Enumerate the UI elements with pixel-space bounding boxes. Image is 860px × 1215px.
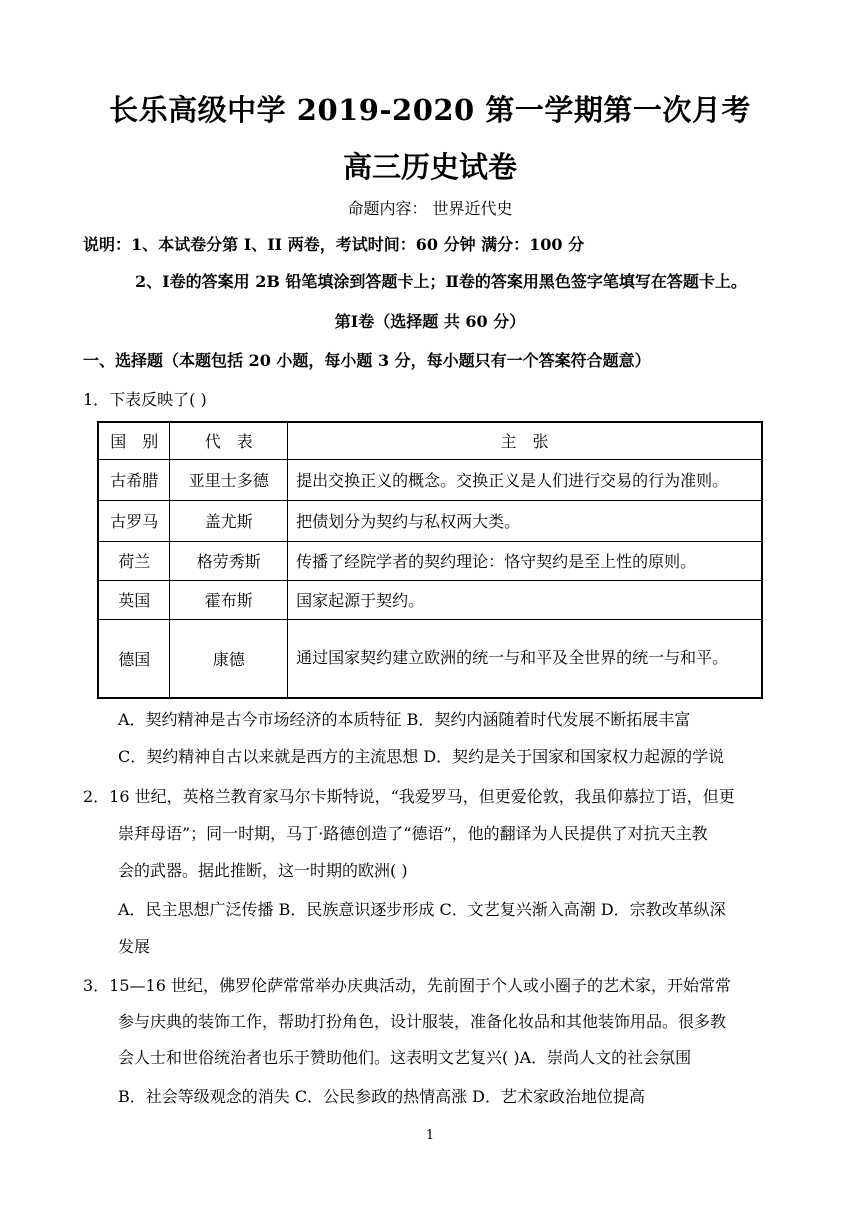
table-cell: 古希腊: [98, 459, 170, 500]
exam-title: 长乐高级中学 2019-2020 第一学期第一次月考: [109, 93, 751, 127]
contract-table: [97, 421, 763, 699]
question-2-options-wrap: 发展: [118, 937, 151, 956]
table-cell: 格劳秀斯: [170, 541, 288, 580]
question-3-line-1: 3．15—16 世纪，佛罗伦萨常常举办庆典活动，先前囿于个人或小圈子的艺术家，开始常常: [83, 976, 731, 995]
question-2-line-2: 崇拜母语”；同一时期，马丁·路德创造了“德语”，他的翻译为人民提供了对抗天主教: [118, 824, 708, 843]
part-title: 一、选择题（本题包括 20 小题，每小题 3 分，每小题只有一个答案符合题意）: [83, 351, 651, 370]
table-cell: 古罗马: [98, 500, 170, 541]
table-row: [98, 580, 762, 619]
table-cell: 亚里士多德: [170, 459, 288, 500]
question-1-options-ab: A．契约精神是古今市场经济的本质特征 B．契约内涵随着时代发展不断拓展丰富: [118, 710, 691, 729]
question-2-line-3: 会的武器。据此推断，这一时期的欧洲( ): [118, 861, 408, 880]
instruction-line-1: 说明：1、本试卷分第 I、II 两卷，考试时间：60 分钟 满分：100 分: [83, 235, 585, 254]
section-title: 第Ⅰ卷（选择题 共 60 分）: [334, 312, 526, 331]
table-cell: 荷兰: [98, 541, 170, 580]
subject-line: 命题内容： 世界近代史: [347, 199, 513, 218]
exam-subtitle: 高三历史试卷: [342, 150, 517, 184]
table-row: [98, 619, 762, 698]
table-cell: 德国: [98, 619, 170, 698]
question-3-line-3: 会人士和世俗统治者也乐于赞助他们。这表明文艺复兴( )A．崇尚人文的社会氛围: [118, 1048, 692, 1067]
table-cell: 传播了经院学者的契约理论：恪守契约是至上性的原则。: [288, 541, 762, 580]
table-header-cell: 国 别: [98, 422, 170, 459]
page-number: 1: [425, 1128, 435, 1143]
table-cell: 提出交换正义的概念。交换正义是人们进行交易的行为准则。: [288, 459, 762, 500]
table-row: [98, 459, 762, 500]
question-2-line-1: 2．16 世纪，英格兰教育家马尔卡斯特说，“我爱罗马，但更爱伦敦，我虽仰慕拉丁语，但更: [83, 787, 735, 806]
table-cell: 英国: [98, 580, 170, 619]
question-2-options: A．民主思想广泛传播 B．民族意识逐步形成 C．文艺复兴渐入高潮 D．宗教改革纵深: [118, 900, 726, 919]
question-3-line-4: B．社会等级观念的消失 C．公民参政的热情高涨 D．艺术家政治地位提高: [118, 1087, 646, 1106]
table-header-cell: 主 张: [288, 422, 762, 459]
question-1-stem: 1．下表反映了( ): [83, 390, 207, 409]
instruction-line-2: 2、Ⅰ卷的答案用 2B 铅笔填涂到答题卡上；Ⅱ卷的答案用黑色签字笔填写在答题卡上。: [135, 272, 747, 291]
table-cell: 盖尤斯: [170, 500, 288, 541]
table-row: [98, 541, 762, 580]
table-header-cell: 代 表: [170, 422, 288, 459]
table-cell: 通过国家契约建立欧洲的统一与和平及全世界的统一与和平。: [288, 619, 762, 698]
table-cell: 康德: [170, 619, 288, 698]
table-cell: 把债划分为契约与私权两大类。: [288, 500, 762, 541]
question-3-line-2: 参与庆典的装饰工作，帮助打扮角色，设计服装，准备化妆品和其他装饰用品。很多教: [118, 1012, 727, 1031]
table-cell: 霍布斯: [170, 580, 288, 619]
table-header-row: [98, 422, 762, 459]
table-cell: 国家起源于契约。: [288, 580, 762, 619]
question-1-options-cd: C．契约精神自古以来就是西方的主流思想 D．契约是关于国家和国家权力起源的学说: [118, 747, 725, 766]
table-row: [98, 500, 762, 541]
